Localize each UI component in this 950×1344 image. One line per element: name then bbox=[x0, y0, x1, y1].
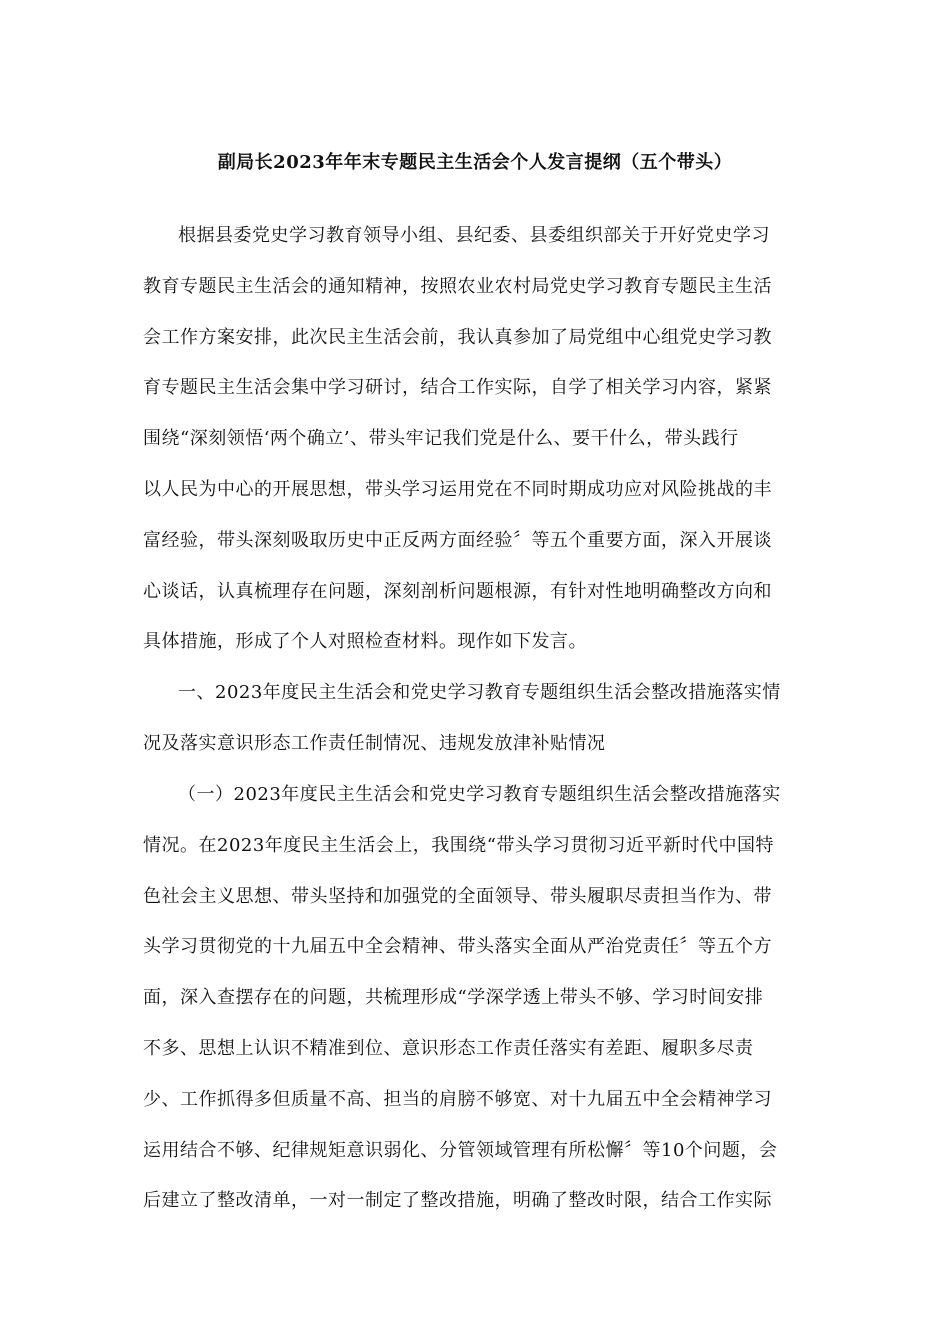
section-heading-line: 况及落实意识形态工作责任制情况、违规发放津补贴情况 bbox=[143, 733, 606, 754]
paragraph-line: 少、工作抓得多但质量不高、担当的肩膀不够宽、对十九届五中全会精神学习 bbox=[143, 1089, 772, 1110]
document-title: 副局长2023年年末专题民主生活会个人发言提纲（五个带头） bbox=[217, 152, 733, 173]
paragraph-line: 根据县委党史学习教育领导小组、县纪委、县委组织部关于开好党史学习 bbox=[178, 225, 770, 246]
paragraph-line: （一）2023年度民主生活会和党史学习教育专题组织生活会整改措施落实 bbox=[178, 784, 781, 805]
paragraph-line: 面，深入查摆存在的问题，共梳理形成“学深学透上带头不够、学习时间安排 bbox=[143, 987, 764, 1008]
paragraph-line: 后建立了整改清单，一对一制定了整改措施，明确了整改时限，结合工作实际 bbox=[143, 1190, 772, 1211]
paragraph-line: 不多、思想上认识不精准到位、意识形态工作责任落实有差距、履职多尽责 bbox=[143, 1038, 754, 1059]
paragraph-line: 头学习贯彻党的十九届五中全会精神、带头落实全面从严治党责任〞等五个方 bbox=[143, 936, 772, 957]
paragraph-line: 围绕“深刻领悟‘两个确立’、带头牢记我们党是什么、要干什么，带头践行 bbox=[143, 428, 739, 449]
paragraph-line: 会工作方案安排，此次民主生活会前，我认真参加了局党组中心组党史学习教 bbox=[143, 327, 772, 348]
paragraph-line: 心谈话，认真梳理存在问题，深刻剖析问题根源，有针对性地明确整改方向和 bbox=[143, 581, 772, 602]
paragraph-line: 育专题民主生活会集中学习研讨，结合工作实际，自学了相关学习内容，紧紧 bbox=[143, 377, 772, 398]
paragraph-line: 情况。在2023年度民主生活会上，我围绕“带头学习贯彻习近平新时代中国特 bbox=[143, 835, 775, 856]
paragraph-line: 运用结合不够、纪律规矩意识弱化、分管领域管理有所松懈〞等10个问题，会 bbox=[143, 1140, 778, 1161]
paragraph-line: 富经验，带头深刻吸取历史中正反两方面经验〞等五个重要方面，深入开展谈 bbox=[143, 530, 772, 551]
paragraph-line: 具体措施，形成了个人对照检查材料。现作如下发言。 bbox=[143, 631, 587, 652]
section-heading-line: 一、2023年度民主生活会和党史学习教育专题组织生活会整改措施落实情 bbox=[178, 682, 781, 703]
paragraph-line: 以人民为中心的开展思想，带头学习运用党在不同时期成功应对风险挑战的丰 bbox=[143, 479, 772, 500]
paragraph-line: 色社会主义思想、带头坚持和加强党的全面领导、带头履职尽责担当作为、带 bbox=[143, 886, 772, 907]
paragraph-line: 教育专题民主生活会的通知精神，按照农业农村局党史学习教育专题民主生活 bbox=[143, 276, 772, 297]
